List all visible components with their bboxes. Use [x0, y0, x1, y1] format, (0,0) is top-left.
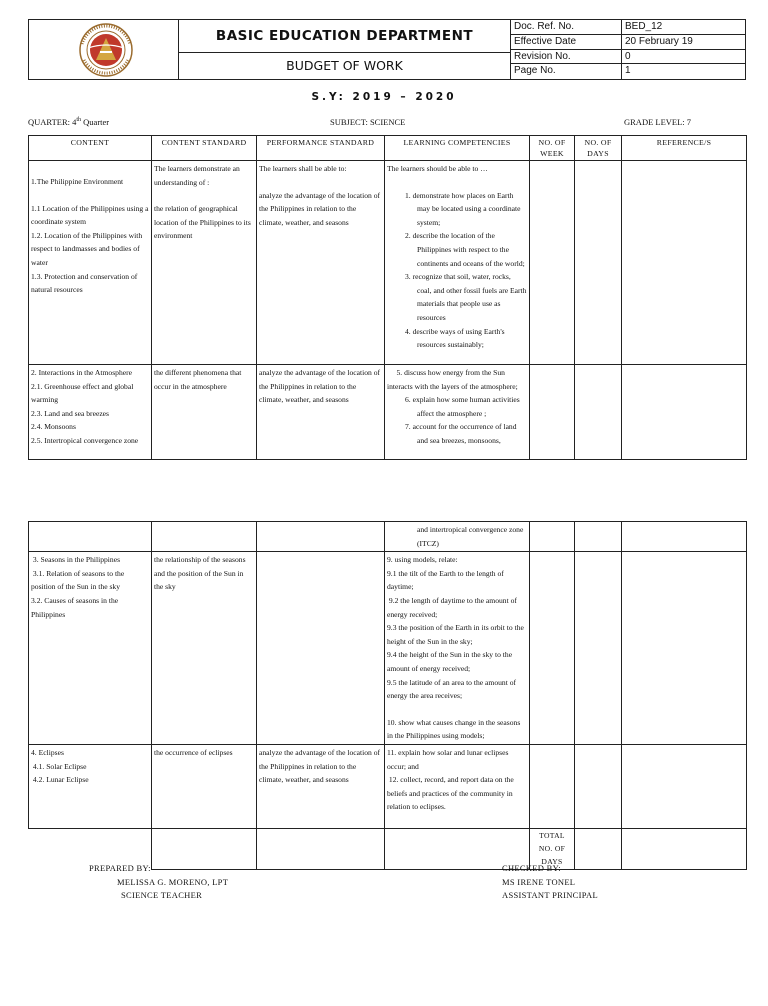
- competency-item: 9.2 the length of daytime to the amount of energy received;: [387, 595, 519, 619]
- checked-by-label: CHECKED BY:: [502, 863, 561, 873]
- meta-value: 0: [625, 50, 631, 62]
- competency-item: 12. collect, record, and report data on the beliefs and practices of the community in relation to eclipses.: [387, 775, 516, 812]
- performance-text: analyze the advantage of the location of the Philippines in relation to the climate, weather, and seasons: [259, 368, 381, 405]
- competency-item: 9.4 the height of the Sun in the sky to the amount of energy received;: [387, 650, 513, 673]
- content-standard-cell: [152, 522, 257, 552]
- performance-standard-cell: [257, 161, 385, 365]
- prepared-by-role: SCIENCE TEACHER: [121, 890, 203, 900]
- competency-item: and intertropical convergence zone (ITCZ): [417, 525, 524, 548]
- competency-item: 9.5 the latitude of an area to the amount of energy the area receives;: [387, 677, 517, 701]
- school-year: S.Y: 2019 – 2020: [311, 91, 457, 103]
- standard-text: the relationship of the seasons and the position of the Sun in the sky: [154, 555, 246, 592]
- prepared-by-name: MELISSA G. MORENO, LPT: [117, 876, 229, 887]
- competency-item: 10. show what causes change in the seasons in the Philippines using models;: [387, 717, 521, 741]
- checked-by-block: [502, 862, 598, 903]
- competency-item: 11. explain how solar and lunar eclipses occur; and: [387, 747, 509, 771]
- weeks-cell: [530, 552, 575, 745]
- competency-item: 6. explain how some human activities affect the atmosphere ;: [405, 395, 520, 418]
- document-header: [28, 19, 746, 80]
- logo-cell: [29, 20, 179, 79]
- meta-row: [511, 35, 745, 50]
- performance-text: The learners shall be able to:: [259, 164, 347, 173]
- total-days-label: TOTAL NO. OF DAYS: [530, 828, 575, 869]
- empty-cell: [257, 828, 385, 869]
- days-cell: [575, 365, 622, 460]
- content-cell: [29, 744, 152, 828]
- content-line: 1.1 Location of the Philippines using a coordinate system: [31, 203, 149, 227]
- content-line: 1.2. Location of the Philippines with respect to landmasses and bodies of water: [31, 230, 143, 267]
- prepared-by-label: PREPARED BY:: [89, 863, 151, 873]
- document-title: BUDGET OF WORK: [179, 53, 511, 79]
- standard-text: the occurrence of eclipses: [154, 747, 233, 757]
- competencies-cell: [385, 552, 530, 745]
- meta-key: Doc. Ref. No.: [511, 20, 622, 34]
- checked-by-name: MS IRENE TONEL: [502, 876, 576, 887]
- content-line: 2.3. Land and sea breezes: [31, 408, 110, 418]
- content-line: 2.1. Greenhouse effect and global warming: [31, 381, 134, 405]
- meta-row: [511, 50, 745, 65]
- subject-label: SUBJECT: SCIENCE: [330, 117, 406, 127]
- standard-text: the different phenomena that occur in the atmosphere: [154, 368, 242, 391]
- weeks-cell: [530, 161, 575, 365]
- meta-value: BED_12: [625, 21, 663, 32]
- content-line: 3.2. Causes of seasons in the Philippines: [31, 595, 119, 619]
- competency-item: 9. using models, relate:: [387, 555, 458, 565]
- table-row: [29, 744, 747, 828]
- days-cell: [575, 744, 622, 828]
- content-standard-cell: [152, 552, 257, 745]
- table-row: [29, 522, 747, 552]
- column-header: NO. OF WEEK: [530, 136, 575, 161]
- meta-row: [511, 20, 745, 35]
- content-line: 2.5. Intertropical convergence zone: [31, 435, 139, 445]
- content-cell: [29, 365, 152, 460]
- competencies-cell: [385, 744, 530, 828]
- competencies-cell: [385, 161, 530, 365]
- performance-standard-cell: [257, 522, 385, 552]
- column-header: LEARNING COMPETENCIES: [385, 136, 530, 161]
- content-standard-cell: [152, 365, 257, 460]
- performance-text: analyze the advantage of the location of the Philippines in relation to the climate, weather, and seasons: [259, 190, 381, 227]
- reference-cell: [622, 161, 747, 365]
- grade-level-label: GRADE LEVEL: 7: [624, 117, 692, 127]
- meta-value: 1: [625, 65, 631, 77]
- content-cell: [29, 522, 152, 552]
- meta-key: Revision No.: [511, 50, 622, 64]
- meta-key: Effective Date: [511, 35, 622, 49]
- competency-item: 3. recognize that soil, water, rocks, coal, and other fossil fuels are Earth materials that people use as resources: [405, 272, 527, 322]
- performance-standard-cell: [257, 552, 385, 745]
- competency-item: 2. describe the location of the Philippines with respect to the continents and oceans of the world;: [405, 231, 525, 268]
- column-header: PERFORMANCE STANDARD: [257, 136, 385, 161]
- checked-by-role: ASSISTANT PRINCIPAL: [502, 890, 598, 900]
- budget-table-part-2: [28, 521, 747, 870]
- reference-cell: [622, 552, 747, 745]
- quarter-label: QUARTER: 4th Quarter: [28, 117, 110, 127]
- days-cell: [575, 161, 622, 365]
- content-line: 2.4. Monsoons: [31, 422, 76, 432]
- content-line: 1.The Philippine Environment: [31, 177, 124, 186]
- meta-row: [511, 64, 745, 79]
- department-title: BASIC EDUCATION DEPARTMENT: [179, 20, 511, 53]
- competency-item: 7. account for the occurrence of land and sea breezes, monsoons,: [405, 422, 517, 445]
- school-logo-icon: [66, 22, 146, 78]
- column-header: CONTENT: [29, 136, 152, 161]
- performance-standard-cell: [257, 744, 385, 828]
- competencies-cell: [385, 365, 530, 460]
- content-standard-cell: [152, 744, 257, 828]
- competency-item: 9.3 the position of the Earth in its orbit to the height of the Sun in the sky;: [387, 623, 524, 646]
- meta-key: Page No.: [511, 64, 622, 79]
- competencies-cell: [385, 522, 530, 552]
- standard-text: The learners demonstrate an understanding of :: [154, 164, 240, 187]
- prepared-by-block: [89, 862, 228, 903]
- performance-standard-cell: [257, 365, 385, 460]
- days-cell: [575, 552, 622, 745]
- content-line: 2. Interactions in the Atmosphere: [31, 368, 133, 377]
- competency-item: 1. demonstrate how places on Earth may be located using a coordinate system;: [405, 190, 521, 227]
- column-header: NO. OF DAYS: [575, 136, 622, 161]
- competency-item: 4. describe ways of using Earth's resources sustainably;: [405, 326, 505, 350]
- table-row: [29, 365, 747, 460]
- content-cell: [29, 161, 152, 365]
- table-row: [29, 552, 747, 745]
- budget-table-part-1: [28, 135, 747, 460]
- document-meta: [511, 20, 745, 79]
- reference-cell: [622, 828, 747, 869]
- weeks-cell: [530, 522, 575, 552]
- weeks-cell: [530, 744, 575, 828]
- competency-item: 9.1 the tilt of the Earth to the length of daytime;: [387, 568, 504, 592]
- content-line: 4.2. Lunar Eclipse: [31, 775, 89, 785]
- content-line: 3. Seasons in the Philippines: [31, 555, 121, 565]
- performance-text: analyze the advantage of the location of the Philippines in relation to the climate, weather, and seasons: [259, 747, 381, 785]
- content-line: 3.1. Relation of seasons to the position of the Sun in the sky: [31, 568, 127, 592]
- column-header: CONTENT STANDARD: [152, 136, 257, 161]
- standard-text: the relation of geographical location of the Philippines to its environment: [154, 204, 251, 241]
- content-line: 4. Eclipses: [31, 747, 64, 757]
- reference-cell: [622, 522, 747, 552]
- table-header-row: [29, 136, 747, 161]
- content-line: 4.1. Solar Eclipse: [31, 761, 87, 771]
- content-cell: [29, 552, 152, 745]
- content-standard-cell: [152, 161, 257, 365]
- days-cell: [575, 522, 622, 552]
- column-header: REFERENCE/S: [622, 136, 747, 161]
- reference-cell: [622, 365, 747, 460]
- meta-value: 20 February 19: [625, 35, 693, 47]
- reference-cell: [622, 744, 747, 828]
- table-row: [29, 161, 747, 365]
- content-line: 1.3. Protection and conservation of natural resources: [31, 271, 138, 295]
- competency-intro: 5. discuss how energy from the Sun interacts with the layers of the atmosphere;: [387, 368, 518, 391]
- weeks-cell: [530, 365, 575, 460]
- competency-intro: The learners should be able to …: [387, 164, 488, 173]
